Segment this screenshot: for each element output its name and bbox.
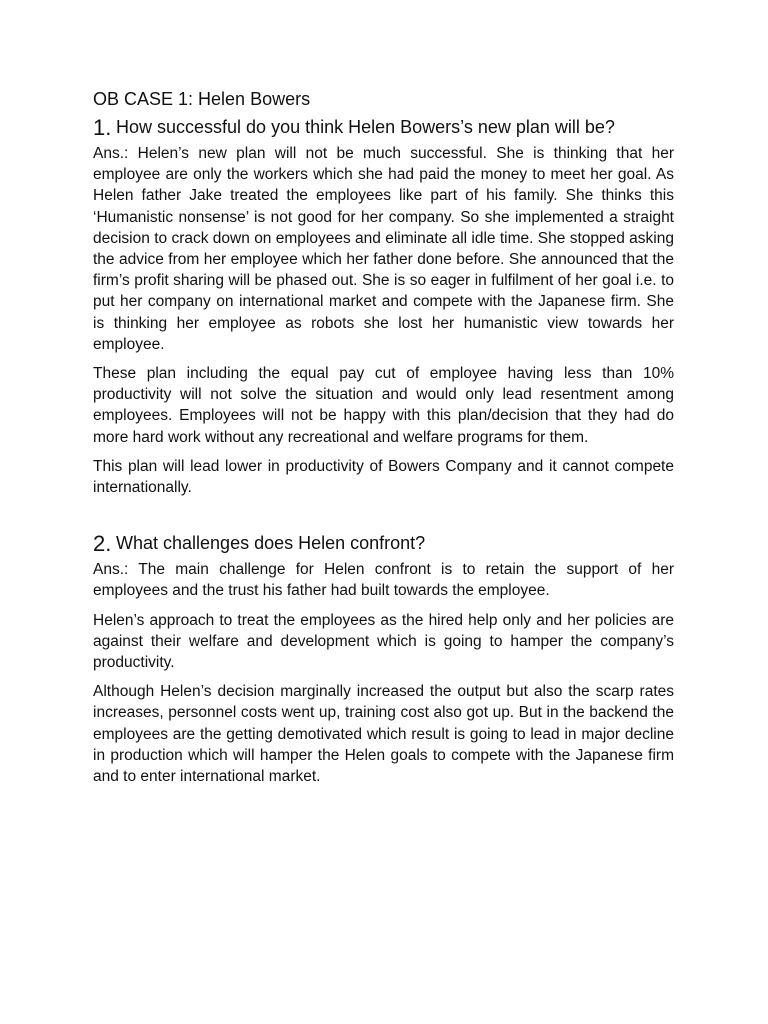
answer-2-paragraph-2: Helen’s approach to treat the employees as the hired help only and her policies are against their welfare and development which is going to hamper the company’s productivity. xyxy=(93,611,674,672)
answer-1-paragraph-3: This plan will lead lower in productivity of Bowers Company and it cannot compete internationally. xyxy=(93,457,674,497)
answer-2-paragraph-3: Although Helen’s decision marginally increased the output but also the scarp rates increases, personnel costs went up, training cost also got up. But in the backend the employees are the getting demotivated which result is going to lead in major decline in production which will hamper the Helen goals to compete with the Japanese firm and to enter international market. xyxy=(93,683,674,786)
answer-1-paragraph-2: These plan including the equal pay cut of employee having less than 10% productivity will not solve the situation and would only lead resentment among employees. Employees will not be happy with this plan/decision that they had do more hard work without any recreational and welfare programs for them. xyxy=(93,365,674,446)
answer-1-paragraph-1: Ans.: Helen’s new plan will not be much successful. She is thinking that her employee are only the workers which she had paid the money to meet her goal. As Helen father Jake treated the employees like part of his family. She thinks this ‘Humanistic nonsense’ is not good for her company. So she implemented a straight decision to crack down on employees and eliminate all idle time. She stopped asking the advice from her employee which her father done before. She announced that the firm’s profit sharing will be phased out. She is so eager in fulfilment of her goal i.e. to put her company on international market and compete with the Japanese firm. She is thinking her employee as robots she lost her humanistic view towards her employee. xyxy=(93,145,674,353)
question-1-number: 1. xyxy=(93,115,112,140)
document-title: OB CASE 1: Helen Bowers xyxy=(93,89,311,109)
question-2 xyxy=(93,532,674,555)
document-body xyxy=(93,88,674,795)
section-spacer xyxy=(93,506,674,532)
question-1 xyxy=(93,116,674,139)
question-1-text: How successful do you think Helen Bowers’s new plan will be? xyxy=(116,117,615,137)
answer-2-paragraph-1: Ans.: The main challenge for Helen confront is to retain the support of her employees and the trust his father had built towards the employee. xyxy=(93,561,674,600)
question-2-number: 2. xyxy=(93,531,112,557)
question-2-text: What challenges does Helen confront? xyxy=(116,533,426,554)
